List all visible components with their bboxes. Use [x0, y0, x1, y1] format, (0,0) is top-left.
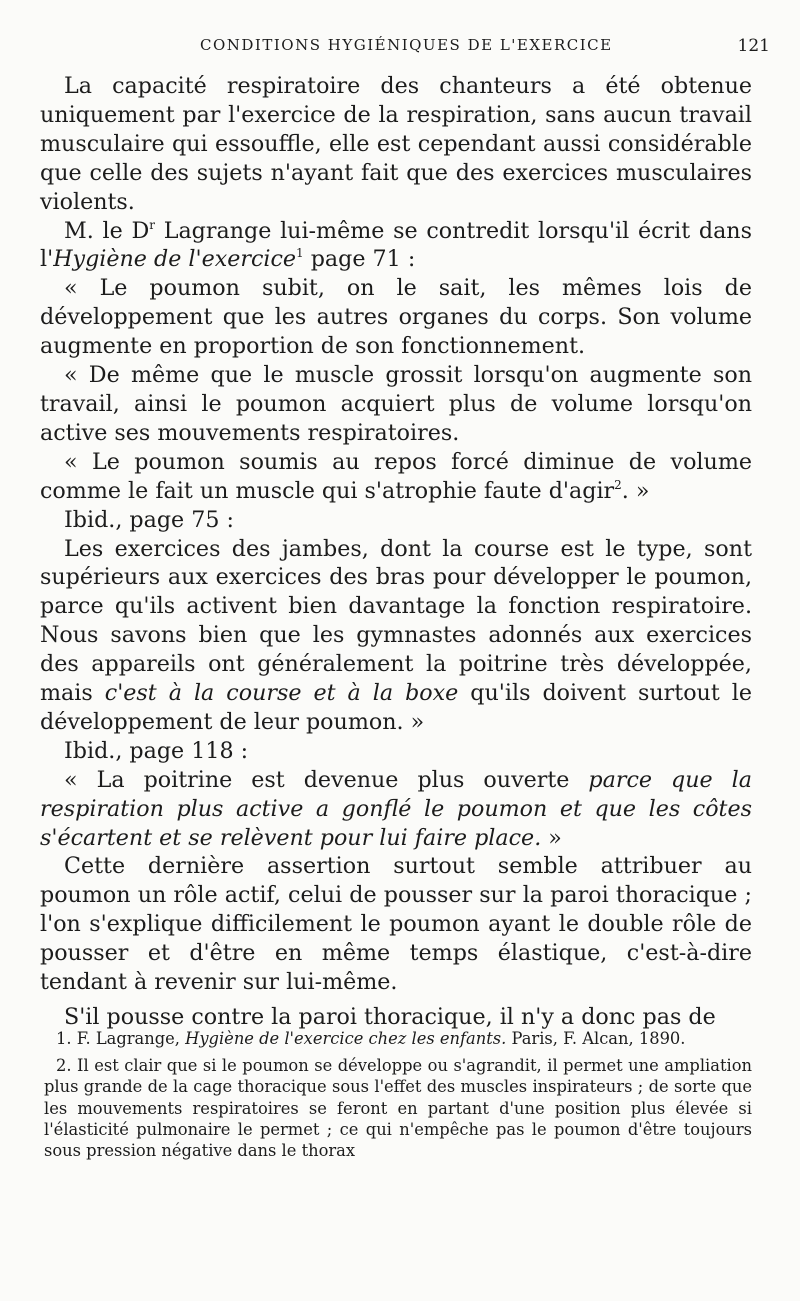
quote-chest-opened: « La poitrine est devenue plus ouverte parce que la respiration plus active a gonflé le poumon et que les côtes s'écartent et se relèvent pour lui faire place. » [40, 766, 752, 851]
quote-lung-development: « Le poumon subit, on le sait, les mêmes lois de développement que les autres organes du corps. Son volume augmente en proportion de son fonctionnement. [40, 275, 752, 360]
quote-lung-atrophy: « Le poumon soumis au repos forcé diminue de volume comme le fait un muscle qui s'atrophie faute d'agir$^2$. » [40, 448, 752, 504]
paragraph-singers-capacity: La capacité respiratoire des chanteurs a été obtenue uniquement par l'exercice de la respiration, sans aucun travail musculaire qui essouffle, elle est cependant aussi considérable que celle des sujets n'ayant fait que des exercices musculaires violents. [40, 73, 752, 215]
page-number: 121 [737, 36, 770, 56]
reference-page-75: Ibid., page 75 : [64, 506, 235, 533]
reference-page-118: Ibid., page 118 : [64, 737, 249, 764]
footnotes [44, 1028, 752, 1161]
footnote-ref-2: 2 [614, 477, 622, 492]
footnote-2: 2. Il est clair que si le poumon se développe ou s'agrandit, il permet une ampliation plus grande de la cage thoracique sous l'effet des muscles inspirateurs ; de sorte que les mouvements respiratoires se feront en partant d'une position plus élevée si l'élasticité pulmonaire le permet ; ce qui n'empêche pas le poumon d'être toujours sous pression négative dans le thorax [44, 1056, 752, 1161]
running-title: CONDITIONS HYGIÉNIQUES DE L'EXERCICE [200, 36, 613, 54]
doctor-abbrev-superscript: r [149, 217, 155, 232]
paragraph-active-role: Cette dernière assertion surtout semble attribuer au poumon un rôle actif, celui de pousser sur la paroi thoracique ; l'on s'explique difficilement le poumon ayant le double rôle de pousser et d'être en même temps élastique, c'est-à-dire tendant à revenir sur lui-même. [40, 853, 752, 996]
main-text [40, 72, 752, 1032]
paragraph-thoracic-wall: S'il pousse contre la paroi thoracique, il n'y a donc pas de [64, 1004, 716, 1030]
footnote-1-title: Hygiène de l'exercice chez les enfants. [185, 1029, 507, 1048]
paragraph-leg-exercises: Les exercices des jambes, dont la course est le type, sont supérieurs aux exercices des bras pour développer le poumon, parce qu'ils activent bien davantage la fonction respiratoire. Nous savons bien que les gymnastes adonnés aux exercices des appareils ont généralement la poitrine très développée, mais c'est à la course et à la boxe qu'ils doivent surtout le développement de leur poumon. » [40, 535, 752, 735]
footnote-ref-1: 1 [296, 246, 304, 261]
italic-course-boxe: c'est à la course et à la boxe [104, 680, 459, 707]
page-header [40, 36, 770, 60]
quote-muscle-analogy: « De même que le muscle grossit lorsqu'on augmente son travail, ainsi le poumon acquiert plus de volume lorsqu'on active ses mouvements respiratoires. [40, 362, 752, 446]
book-title: Hygiène de l'exercice [53, 246, 297, 273]
footnote-1: 1. F. Lagrange, Hygiène de l'exercice chez les enfants. Paris, F. Alcan, 1890. [56, 1029, 686, 1048]
paragraph-lagrange-contradiction: M. le $D^r$ Lagrange lui-même se contredit lorsqu'il écrit dans l'Hygiène de l'exercice$^1$ page 71 : [40, 217, 752, 273]
italic-respiration-clause: parce que la respiration plus active a gonflé le poumon et que les côtes s'écartent et se relèvent pour lui faire place. [40, 766, 752, 851]
